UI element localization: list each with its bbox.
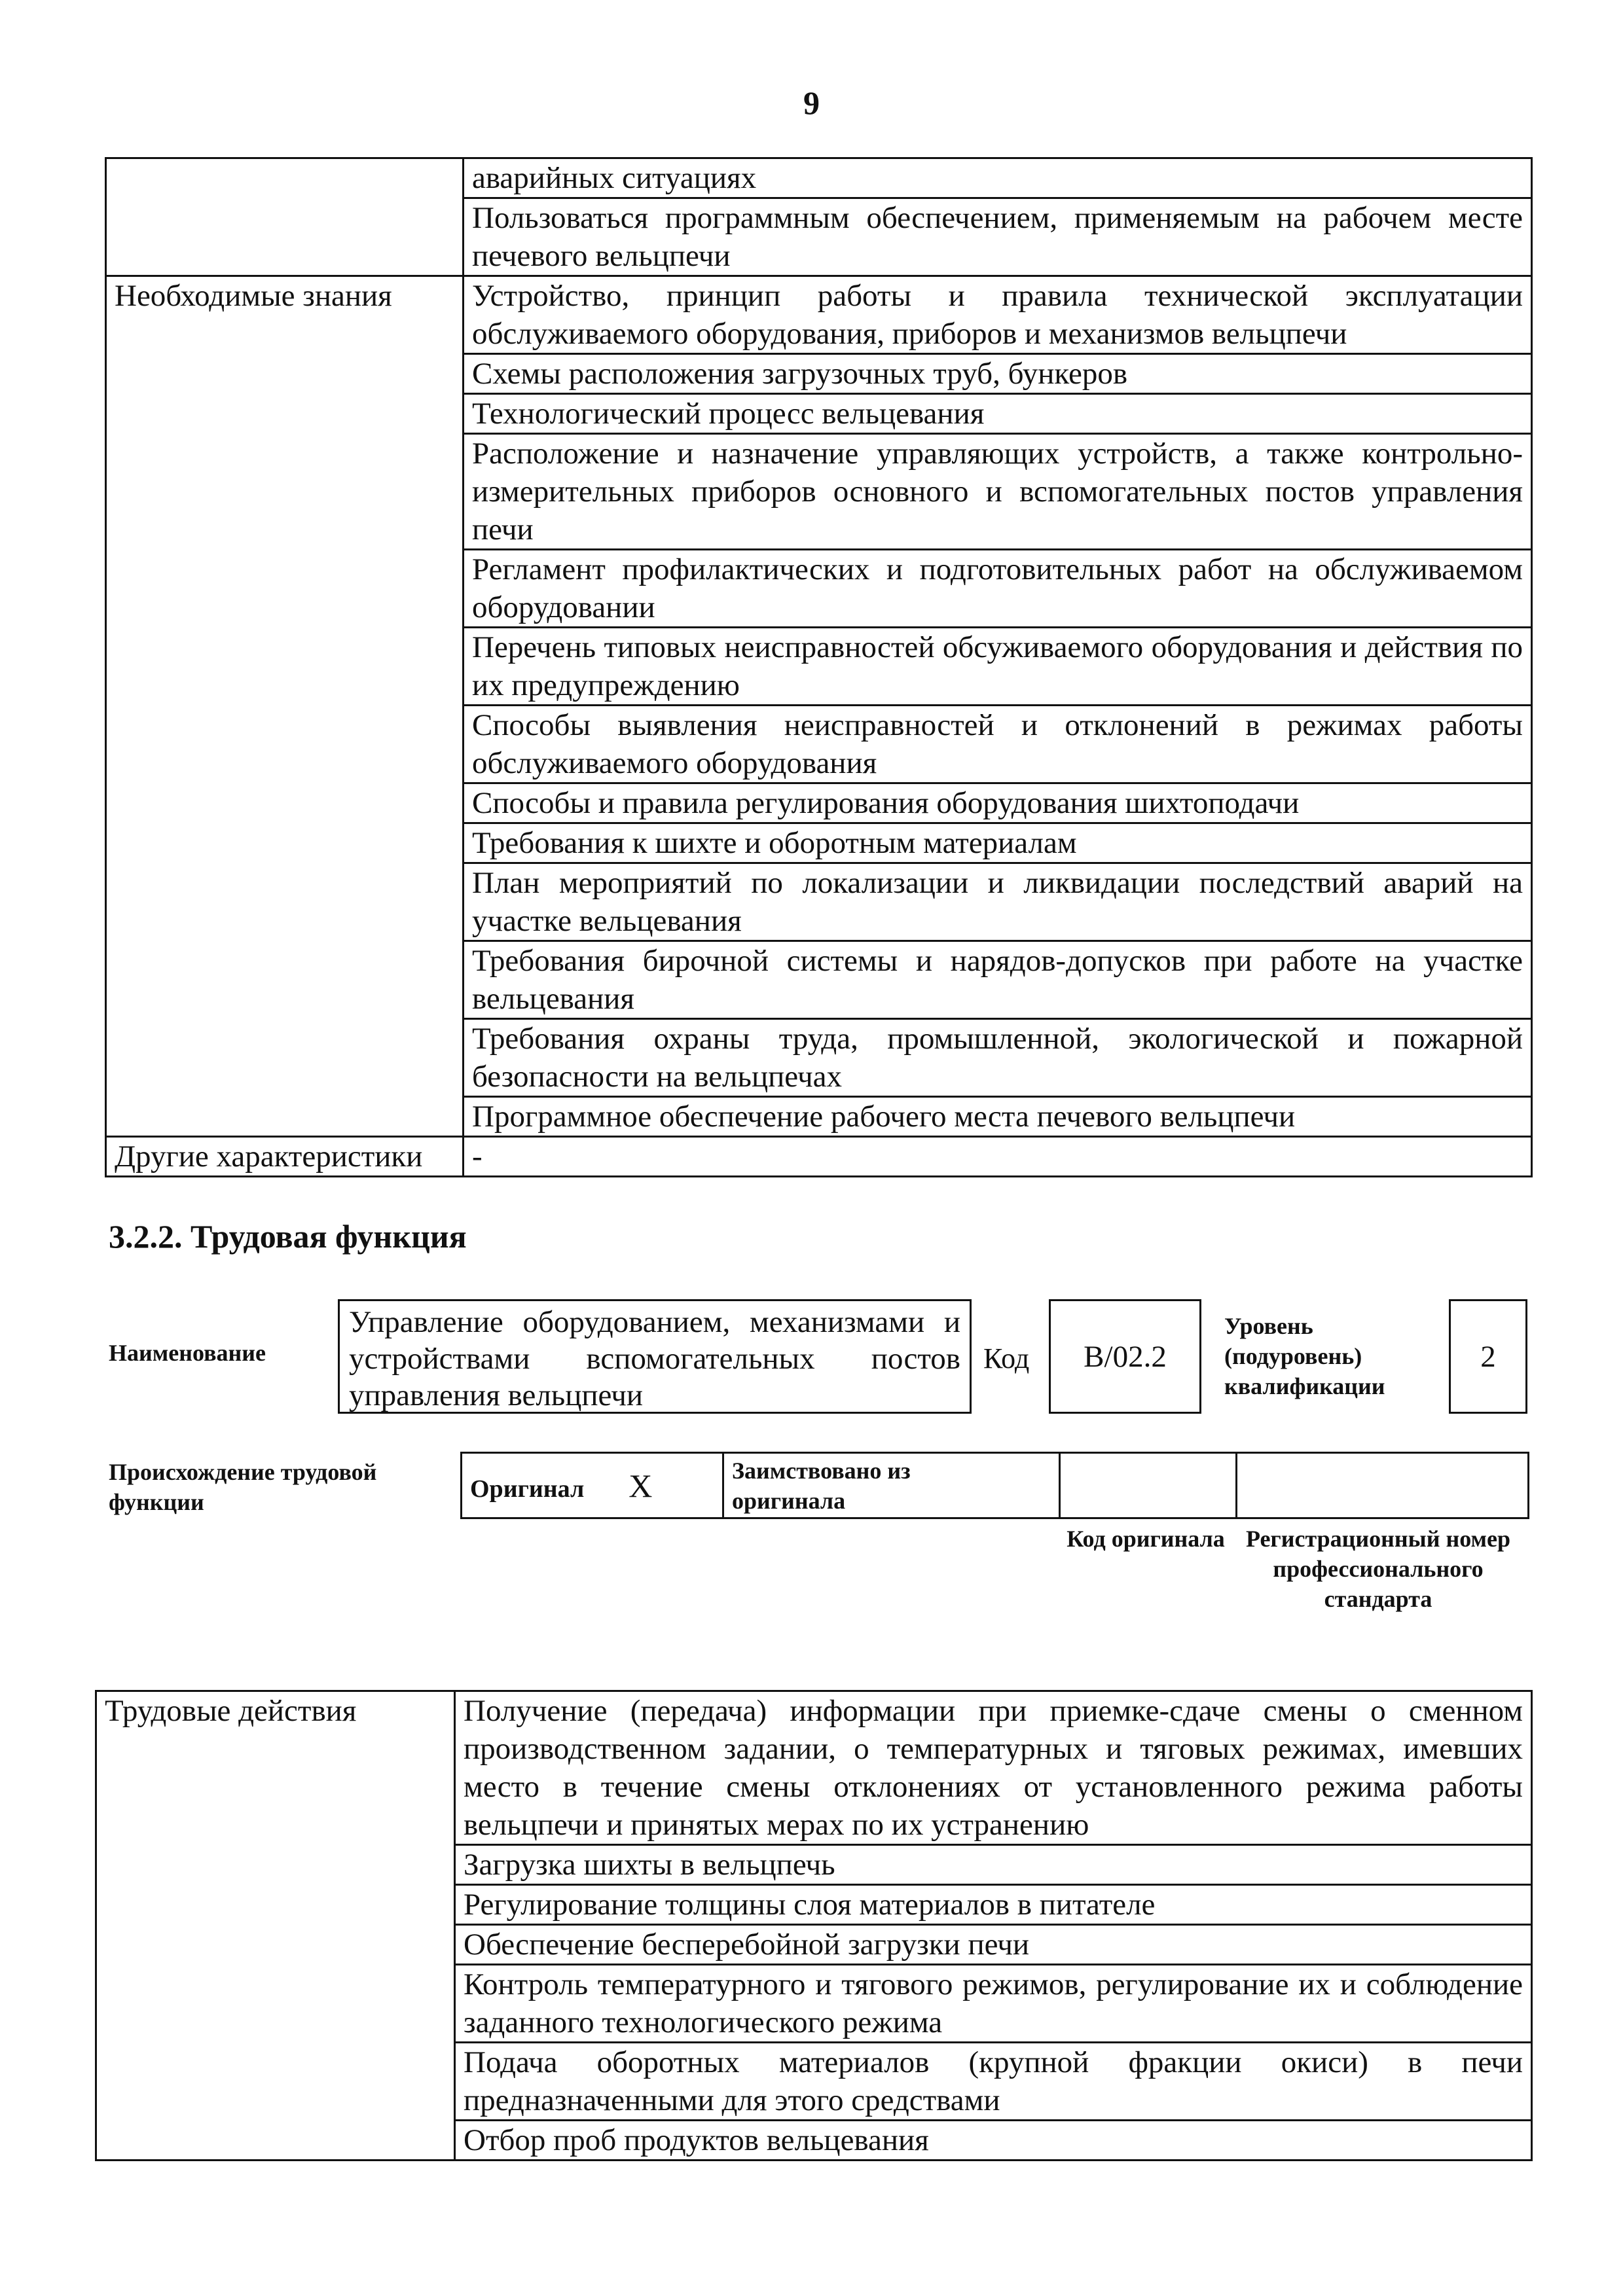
page-number: 9 — [803, 84, 820, 121]
level-label: Уровень (подуровень) квалификации — [1224, 1313, 1385, 1399]
borrowed-label: Заимствовано из оригинала — [732, 1457, 911, 1514]
function-name: Управление оборудованием, механизмами и устройствами вспомогательных постов управления вельцпечи — [349, 1305, 960, 1412]
labor-actions-table — [95, 1690, 1533, 2161]
table-cell: Требования к шихте и оборотным материалам — [464, 823, 1532, 863]
code-label: Код — [983, 1342, 1030, 1374]
table-cell: Отбор проб продуктов вельцевания — [455, 2121, 1532, 2161]
table-cell: Регулирование толщины слоя материалов в питателе — [455, 1885, 1532, 1925]
function-name-box — [338, 1299, 972, 1414]
table-cell: Способы выявления неисправностей и отклонений в режимах работы обслуживаемого оборудования — [464, 706, 1532, 783]
reg-caption: Регистрационный номер профессионального стандарта — [1245, 1526, 1511, 1612]
table-cell: - — [464, 1137, 1532, 1177]
original-mark: X — [629, 1467, 653, 1504]
table-cell: Программное обеспечение рабочего места печевого вельцпечи — [464, 1097, 1532, 1137]
table-cell: Устройство, принцип работы и правила технической эксплуатации обслуживаемого оборудования, приборов и механизмов вельцпечи — [464, 276, 1532, 354]
level-value: 2 — [1480, 1340, 1496, 1374]
table-row — [106, 276, 1532, 354]
origin-label: Происхождение трудовой функции — [109, 1459, 377, 1515]
table-cell: Схемы расположения загрузочных труб, бункеров — [464, 354, 1532, 394]
row-label: Трудовые действия — [96, 1691, 455, 2161]
original-label: Оригинал — [470, 1475, 585, 1503]
origin-borrowed-cell — [723, 1453, 1060, 1518]
table-cell: Обеспечение бесперебойной загрузки печи — [455, 1925, 1532, 1965]
row-label: Необходимые знания — [106, 276, 464, 1137]
table-cell: Технологический процесс вельцевания — [464, 394, 1532, 434]
table-cell: Получение (передача) информации при приемке-сдаче смены о сменном производственном задании, о температурных и тяговых режимах, имевших место в течение смены отклонениях от установленного режима работы вельцпечи и принятых мерах по их устранению — [455, 1691, 1532, 1845]
section-title: 3.2.2. Трудовая функция — [109, 1218, 467, 1255]
row-label: Другие характеристики — [106, 1137, 464, 1177]
code-box — [1049, 1299, 1201, 1414]
origin-reg-cell — [1237, 1453, 1529, 1518]
origin-original-cell — [462, 1453, 723, 1518]
table-cell: Контроль температурного и тягового режимов, регулирование их и соблюдение заданного технологического режима — [455, 1965, 1532, 2043]
code-caption: Код оригинала — [1067, 1526, 1225, 1552]
table-row — [106, 158, 1532, 198]
level-box — [1449, 1299, 1527, 1414]
origin-code-cell — [1060, 1453, 1237, 1518]
table-cell: Пользоваться программным обеспечением, применяемым на рабочем месте печевого вельцпечи — [464, 198, 1532, 276]
table-cell: аварийных ситуациях — [464, 158, 1532, 198]
name-label: Наименование — [109, 1340, 266, 1366]
table-cell: Способы и правила регулирования оборудования шихтоподачи — [464, 783, 1532, 823]
table-cell: Требования охраны труда, промышленной, экологической и пожарной безопасности на вельцпечах — [464, 1019, 1532, 1097]
table-cell: Загрузка шихты в вельцпечь — [455, 1845, 1532, 1885]
table-row — [96, 1691, 1532, 1845]
code-value: В/02.2 — [1084, 1340, 1167, 1374]
knowledge-table — [105, 157, 1533, 1177]
table-cell: Подача оборотных материалов (крупной фракции окиси) в печи предназначенными для этого средствами — [455, 2043, 1532, 2121]
row-label — [106, 158, 464, 276]
table-row — [106, 1137, 1532, 1177]
table-cell: Регламент профилактических и подготовительных работ на обслуживаемом оборудовании — [464, 550, 1532, 628]
table-cell: Требования бирочной системы и нарядов-допусков при работе на участке вельцевания — [464, 941, 1532, 1019]
table-cell: Расположение и назначение управляющих устройств, а также контрольно-измерительных приборов основного и вспомогательных постов управления печи — [464, 434, 1532, 550]
origin-table — [460, 1452, 1529, 1519]
table-cell: Перечень типовых неисправностей обсуживаемого оборудования и действия по их предупреждению — [464, 628, 1532, 706]
table-cell: План мероприятий по локализации и ликвидации последствий аварий на участке вельцевания — [464, 863, 1532, 941]
